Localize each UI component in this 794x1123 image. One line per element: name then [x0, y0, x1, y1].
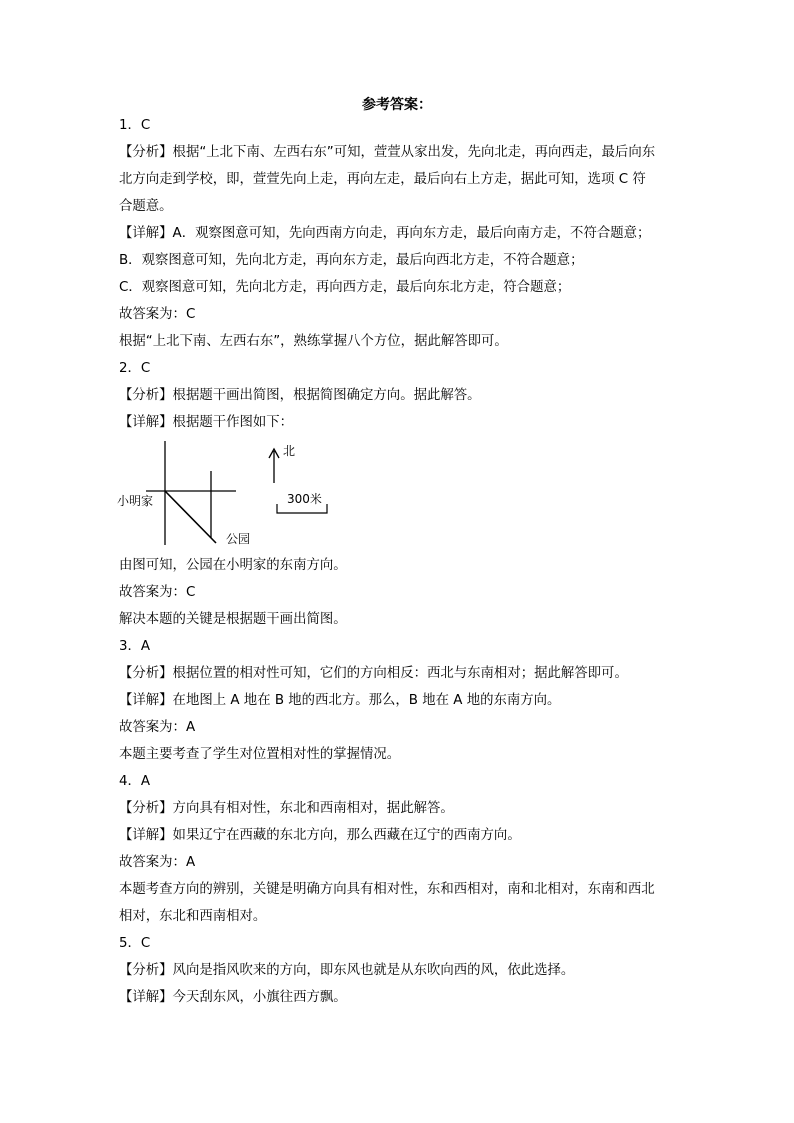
q2-analysis: 【分析】根据题干画出简图，根据简图确定方向。据此解答。 [119, 388, 481, 403]
q1-number: 1．C [119, 118, 151, 133]
q1-analysis-line3: 合题意。 [119, 199, 173, 214]
q1-analysis-line1: 【分析】根据“上北下南、左西右东”可知，萱萱从家出发，先向北走，再向西走，最后向东 [119, 145, 656, 160]
q4-comment-line1: 本题考查方向的辨别，关键是明确方向具有相对性，东和西相对，南和北相对，东南和西北 [119, 882, 655, 897]
q5-number: 5．C [119, 936, 151, 951]
q4-detail: 【详解】如果辽宁在西藏的东北方向，那么西藏在辽宁的西南方向。 [119, 828, 521, 843]
q2-answer: 故答案为：C [119, 585, 196, 600]
scale-label: 300米 [287, 492, 322, 506]
direction-sketch [116, 437, 336, 549]
q2-detail: 【详解】根据题干作图如下： [119, 415, 294, 430]
q3-number: 3．A [119, 639, 151, 654]
q4-number: 4．A [119, 774, 151, 789]
q3-answer: 故答案为：A [119, 720, 196, 735]
q1-detail-b: B．观察图意可知，先向北方走，再向东方走，最后向西北方走，不符合题意； [119, 253, 584, 268]
q3-comment: 本题主要考查了学生对位置相对性的掌握情况。 [119, 747, 401, 762]
q1-detail-a: 【详解】A．观察图意可知，先向西南方向走，再向东方走，最后向南方走，不符合题意； [119, 226, 651, 241]
diagonal-path [165, 491, 216, 543]
page-title: 参考答案： [362, 97, 432, 113]
q4-answer: 故答案为：A [119, 855, 196, 870]
q1-comment: 根据“上北下南、左西右东”，熟练掌握八个方位，据此解答即可。 [119, 334, 508, 349]
q4-analysis: 【分析】方向具有相对性，东北和西南相对，据此解答。 [119, 801, 454, 816]
north-label: 北 [283, 444, 296, 458]
q1-analysis-line2: 北方向走到学校，即，萱萱先向上走，再向左走，最后向右上方走，据此可知，选项 C 符 [119, 172, 646, 187]
q4-comment-line2: 相对，东北和西南相对。 [119, 909, 267, 924]
q3-analysis: 【分析】根据位置的相对性可知，它们的方向相反：西北与东南相对；据此解答即可。 [119, 666, 628, 681]
q3-detail: 【详解】在地图上 A 地在 B 地的西北方。那么，B 地在 A 地的东南方向。 [119, 693, 561, 708]
q2-conclusion: 由图可知，公园在小明家的东南方向。 [119, 558, 347, 573]
park-label: 公园 [226, 532, 251, 546]
home-label: 小明家 [117, 494, 154, 508]
q2-comment: 解决本题的关键是根据题干画出简图。 [119, 612, 347, 627]
q2-number: 2．C [119, 361, 151, 376]
q1-answer: 故答案为：C [119, 307, 196, 322]
q5-analysis: 【分析】风向是指风吹来的方向，即东风也就是从东吹向西的风，依此选择。 [119, 963, 575, 978]
q5-detail: 【详解】今天刮东风，小旗往西方飘。 [119, 990, 347, 1005]
q1-detail-c: C．观察图意可知，先向北方走，再向西方走，最后向东北方走，符合题意； [119, 280, 571, 295]
